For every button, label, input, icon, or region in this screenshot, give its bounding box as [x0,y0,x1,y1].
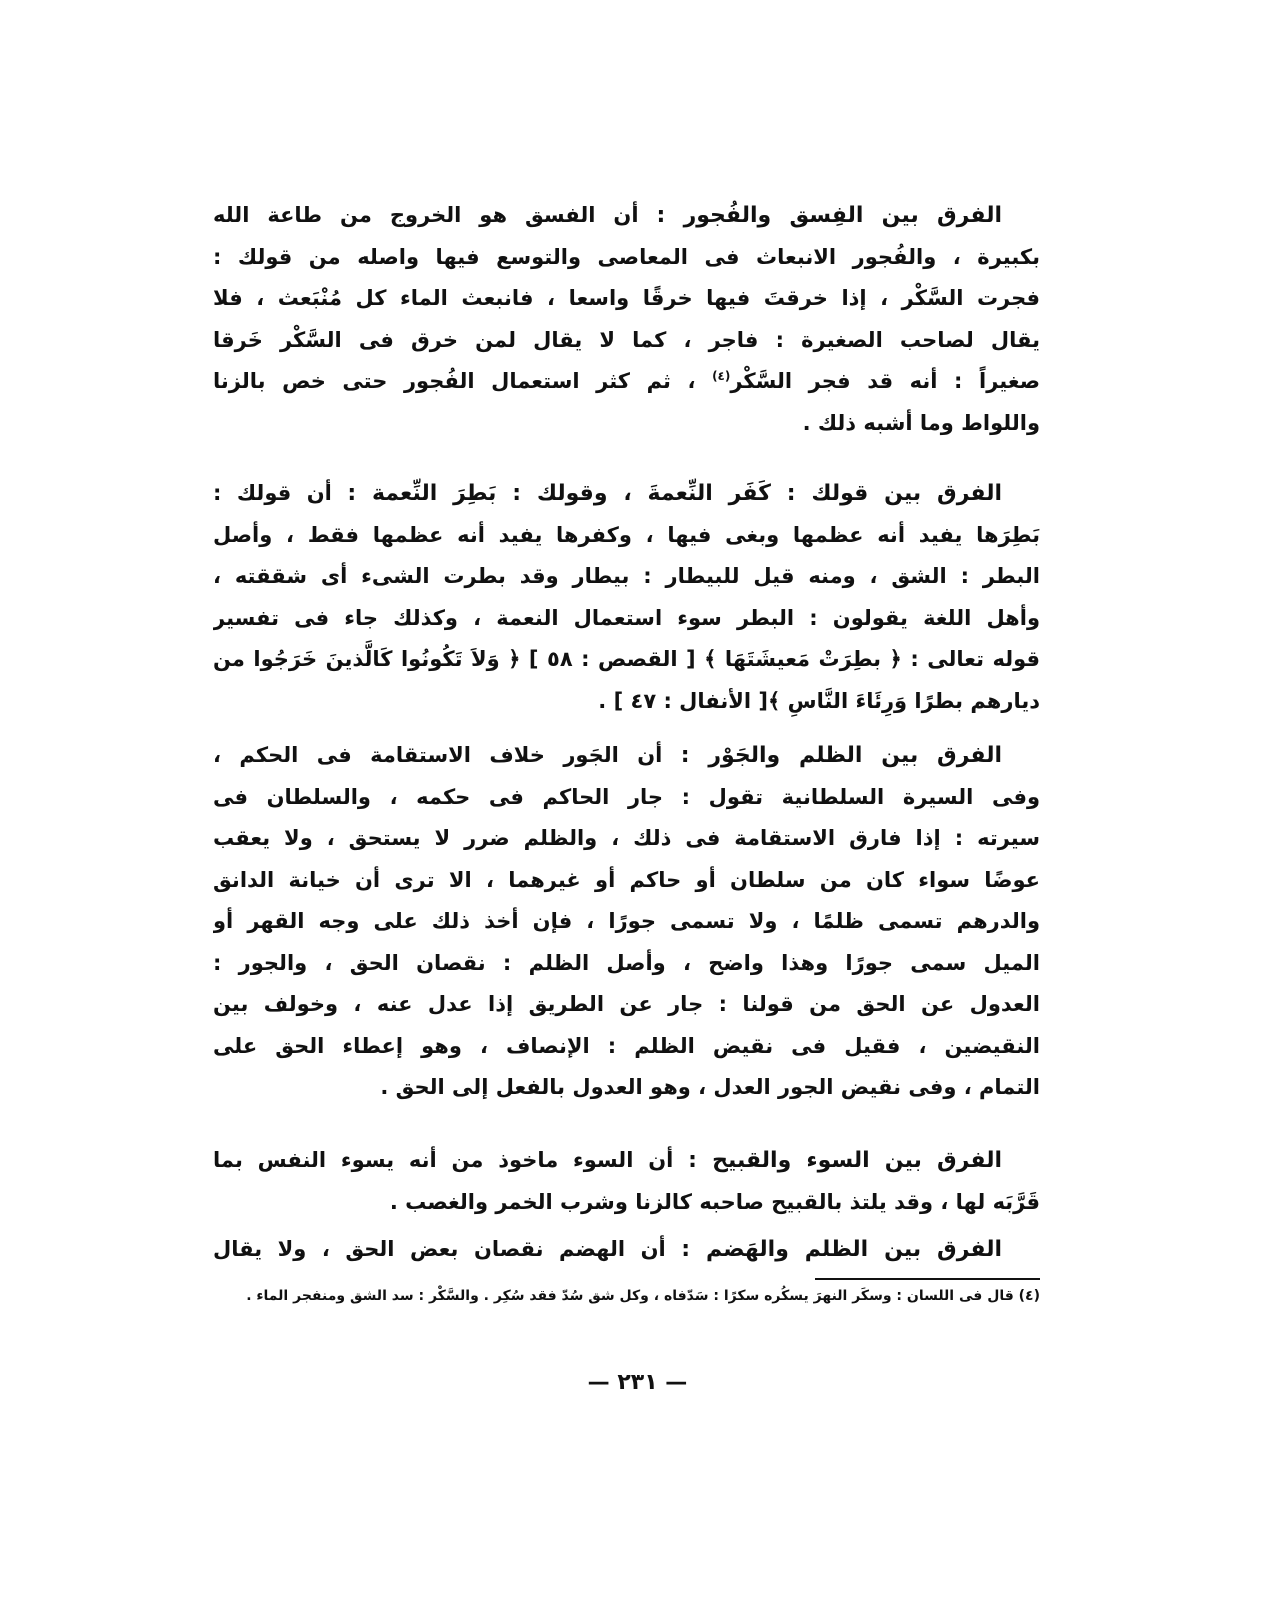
section-heading: الفرق بين الفِسق والفُجور : [656,203,1002,228]
text-line: الميل سمى جورًا وهذا واضح ، وأصل الظلم : نقصان الحق ، والجور : [213,950,1040,975]
text-line [213,361,1040,403]
text-line: بَطِرَها يفيد أنه عظمها وبغى فيها ، وكفرها يفيد أنه عظمها فقط ، وأصل [213,522,1040,547]
text-line: سيرته : إذا فارق الاستقامة فى ذلك ، والظلم ضرر لا يستحق ، ولا يعقب [213,826,1040,850]
text-line: فجرت السَّكْر ، إذا خرقتَ فيها خرقًا واسعا ، فانبعث الماء كل مُنْبَعث ، فلا [213,286,1040,310]
paragraph-zulm-hadm [213,1229,1040,1271]
text-line [213,473,1040,515]
text-line: وفى السيرة السلطانية تقول : جار الحاكم فى حكمه ، والسلطان فى [213,784,1040,809]
footnote-ref: (٤) [712,369,731,383]
text-line: بكبيرة ، والفُجور الانبعاث فى المعاصى والتوسع فيها واصله من قولك : [213,244,1040,269]
section-heading: الفرق بين قولك : كَفَر النِّعمةَ ، وقولك : بَطِرَ النِّعمة : [347,481,1003,506]
text-line: واللواط وما أشبه ذلك . [802,410,1040,435]
section-heading: الفرق بين الظلم والجَوْر : [680,743,1003,768]
text-line [213,1140,1040,1182]
text-line [213,1229,1040,1271]
text-line: التمام ، وفى نقيض الجور العدل ، وهو العدول بالفعل إلى الحق . [380,1075,1040,1099]
paragraph-kufr-batar [213,473,1040,722]
footnote: (٤) قال فى اللسان : وسكَر النهرَ يسكُره سكرًا : سَدّفاه ، وكل شق سُدّ فقد سُكِر . والسَّكْر : سد الشق ومنفجر الماء . [246,1288,1040,1304]
paragraph-fisq-fujur [213,195,1040,444]
footnote-divider [815,1278,1040,1280]
text-segment: أن قولك : [213,481,332,505]
text-line: العدول عن الحق من قولنا : جار عن الطريق إذا عدل عنه ، وخولف بين [213,992,1040,1016]
paragraph-zulm-jawr [213,735,1040,1109]
text-line: قَرَّبَه لها ، وقد يلتذ بالقبيح صاحبه كالزنا وشرب الخمر والغصب . [389,1189,1040,1214]
paragraph-su-qabih [213,1140,1040,1223]
text-segment: أن الهضم نقصان بعض الحق ، ولا يقال [213,1237,666,1261]
text-line: ديارهم بطرًا وَرِئَاءَ النَّاسِ ﴾[ الأنفال : ٤٧ ] . [598,688,1040,713]
text-line: البطر : الشق ، ومنه قيل للبيطار : بيطار وقد بطرت الشىء أى شققته ، [213,564,1040,588]
text-line: وأهل اللغة يقولون : البطر سوء استعمال النعمة ، وكذلك جاء فى تفسير [213,605,1040,630]
text-segment: أن الجَور خلاف الاستقامة فى الحكم ، [213,743,663,767]
text-line [213,735,1040,777]
text-line: والدرهم تسمى ظلمًا ، ولا تسمى جورًا ، فإن أخذ ذلك على وجه القهر أو [213,909,1040,933]
text-line: قوله تعالى : ﴿ بطِرَتْ مَعيشَتَهَا ﴾ [ القصص : ٥٨ ] ﴿ وَلاَ تَكُونُوا كَالَّذينَ خَرَجُوا من [213,647,1040,671]
text-line: النقيضين ، فقيل فى نقيض الظلم : الإنصاف ، وهو إعطاء الحق على [213,1033,1040,1058]
text-segment: أن السوء ماخوذ من أنه يسوء النفس بما [213,1148,674,1172]
text-segment: صغيراً : أنه قد فجر السَّكْر [730,369,1040,393]
text-line: يقال لصاحب الصغيرة : فاجر ، كما لا يقال لمن خرق فى السَّكْر خَرقا [213,327,1040,352]
section-heading: الفرق بين الظلم والهَضم : [681,1237,1003,1262]
section-heading: الفرق بين السوء والقبيح : [688,1148,1002,1173]
text-segment: أن الفسق هو الخروج من طاعة الله [213,203,639,227]
text-segment: ، ثم كثر استعمال الفُجور حتى خص بالزنا [213,369,696,393]
text-line [213,195,1040,237]
text-line: عوضًا سواء كان من سلطان أو حاكم أو غيرهما ، الا ترى أن خيانة الدانق [213,867,1040,892]
page-number: — ٢٣١ — [587,1370,688,1395]
